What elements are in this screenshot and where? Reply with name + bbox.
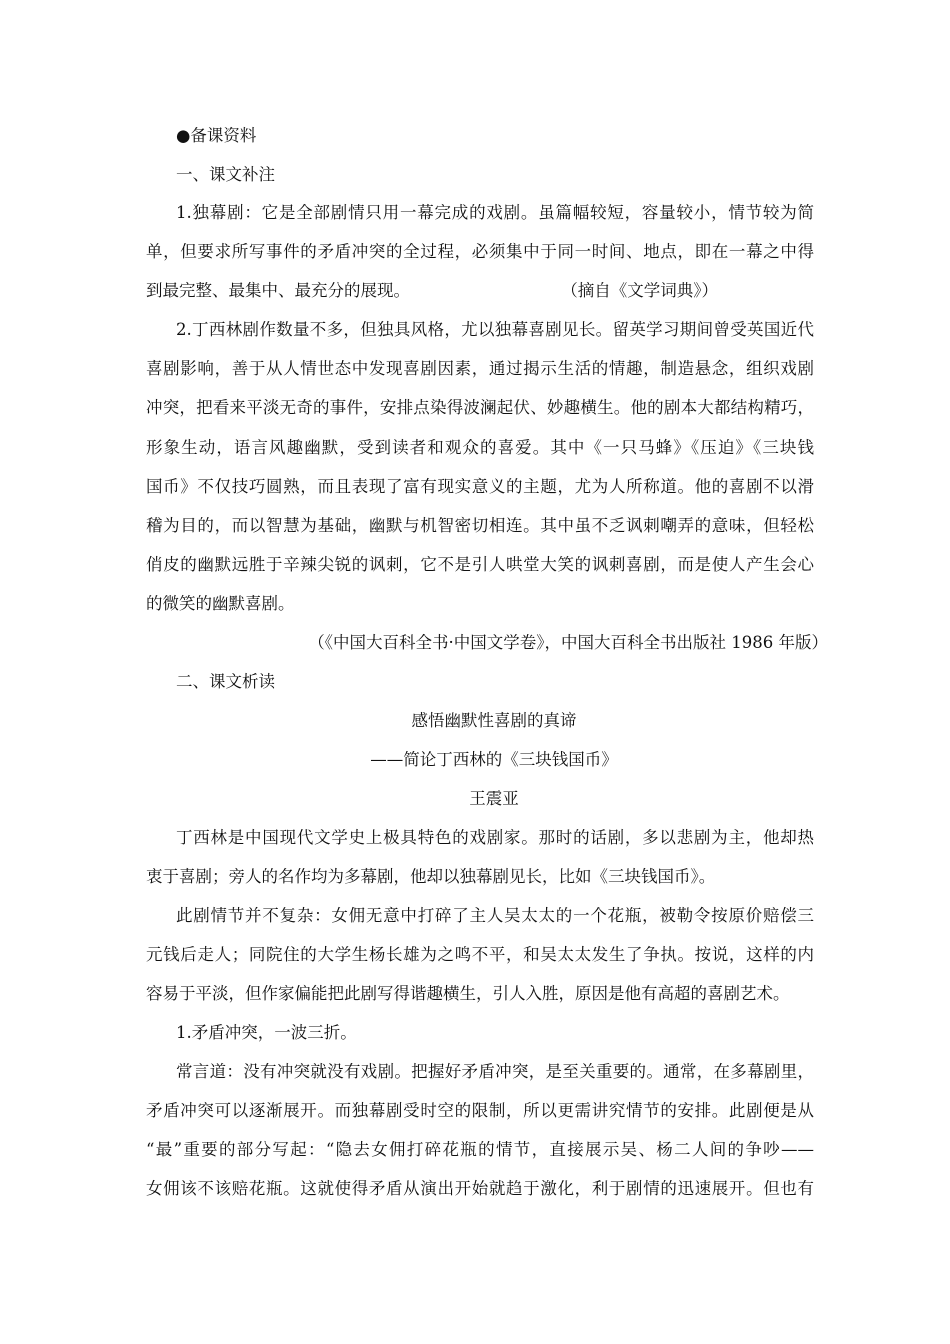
article-subtitle: ——简论丁西林的《三块钱国币》 <box>370 750 618 769</box>
article-para1-line: 丁西林是中国现代文学史上极具特色的戏剧家。那时的话剧，多以悲剧为主，他却热 <box>176 828 814 847</box>
note1-last-line <box>146 279 814 303</box>
article-para3-line: 常言道：没有冲突就没有戏剧。把握好矛盾冲突，是至关重要的。通常，在多幕剧里， <box>176 1062 814 1081</box>
note2-line: 喜剧影响，善于从人情世态中发现喜剧因素，通过揭示生活的情趣，制造悬念，组织戏剧 <box>146 359 814 378</box>
section2-heading: 二、课文析读 <box>176 672 275 691</box>
note2-line: 形象生动，语言风趣幽默，受到读者和观众的喜爱。其中《一只马蜂》《压迫》《三块钱 <box>146 438 814 457</box>
article-author: 王震亚 <box>469 789 519 808</box>
section1-heading: 一、课文补注 <box>176 165 275 184</box>
note2-line: 稽为目的，而以智慧为基础，幽默与机智密切相连。其中虽不乏讽刺嘲弄的意味，但轻松 <box>146 516 814 535</box>
article-title: 感悟幽默性喜剧的真谛 <box>411 711 577 730</box>
note1-line: 1.独幕剧：它是全部剧情只用一幕完成的戏剧。虽篇幅较短，容量较小，情节较为简 <box>176 203 814 222</box>
article-para2-line: 此剧情节并不复杂：女佣无意中打碎了主人吴太太的一个花瓶，被勒令按原价赔偿三 <box>176 906 814 925</box>
note1-line: 到最完整、最集中、最充分的展现。 <box>146 281 410 300</box>
note2-line: 的微笑的幽默喜剧。 <box>146 594 295 613</box>
note1-citation: （摘自《文学词典》） <box>561 281 718 300</box>
note2-line: 俏皮的幽默远胜于辛辣尖锐的讽刺，它不是引人哄堂大笑的讽刺喜剧，而是使人产生会心 <box>146 555 814 574</box>
note1-line: 单，但要求所写事件的矛盾冲突的全过程，必须集中于同一时间、地点，即在一幕之中得 <box>146 242 814 261</box>
article-para2-line: 容易于平淡，但作家偏能把此剧写得谐趣横生，引人入胜，原因是他有高超的喜剧艺术。 <box>146 984 790 1003</box>
article-point1: 1.矛盾冲突，一波三折。 <box>176 1023 357 1042</box>
article-para3-line: “最”重要的部分写起：“隐去女佣打碎花瓶的情节，直接展示吴、杨二人间的争吵—— <box>146 1140 814 1159</box>
article-para3-line: 矛盾冲突可以逐渐展开。而独幕剧受时空的限制，所以更需讲究情节的安排。此剧便是从 <box>146 1101 814 1120</box>
article-para3-line: 女佣该不该赔花瓶。这就使得矛盾从演出开始就趋于激化，利于剧情的迅速展开。但也有 <box>146 1179 814 1198</box>
note2-line: 冲突，把看来平淡无奇的事件，安排点染得波澜起伏、妙趣横生。他的剧本大都结构精巧， <box>146 398 814 417</box>
article-para2-line: 元钱后走人；同院住的大学生杨长雄为之鸣不平，和吴太太发生了争执。按说，这样的内 <box>146 945 814 964</box>
note2-line: 2.丁西林剧作数量不多，但独具风格，尤以独幕喜剧见长。留英学习期间曾受英国近代 <box>176 320 814 339</box>
prep-heading: ●备课资料 <box>176 126 257 145</box>
note2-line: 国币》不仅技巧圆熟，而且表现了富有现实意义的主题，尤为人所称道。他的喜剧不以滑 <box>146 477 814 496</box>
note2-citation: （《中国大百科全书·中国文学卷》，中国大百科全书出版社 1986 年版） <box>308 633 828 652</box>
article-para1-line: 衷于喜剧；旁人的名作均为多幕剧，他却以独幕剧见长，比如《三块钱国币》。 <box>146 867 716 886</box>
